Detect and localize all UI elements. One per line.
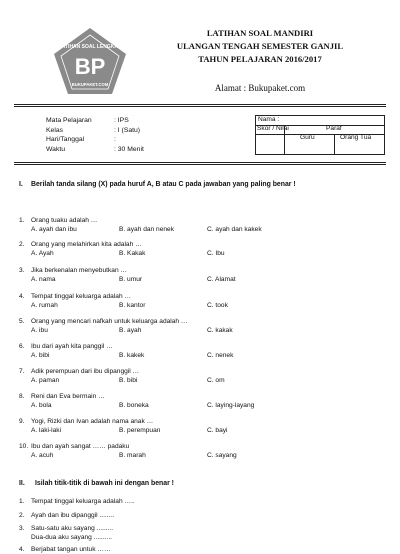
question-number: 1. (19, 217, 25, 224)
question (19, 240, 295, 258)
header-rule-thin (14, 106, 386, 107)
item-text: Satu-satu aku sayang ......... (31, 525, 114, 532)
fill-item (19, 511, 114, 520)
question (19, 317, 295, 335)
question-text: Yogi, Rizki dan Ivan adalah nama anak … (31, 418, 154, 425)
document-header (150, 27, 370, 66)
option-a: A. paman (31, 377, 60, 384)
fill-item (19, 524, 113, 542)
item-number: 2. (19, 512, 25, 519)
option-b: B. ayah (119, 327, 142, 334)
item-text: Tempat tinggal keluarga adalah ….. (31, 498, 135, 505)
section-1-heading (19, 180, 379, 189)
section-rule-thin (14, 164, 386, 165)
option-a: A. ayah dan ibu (31, 226, 77, 233)
question-number: 7. (19, 368, 25, 375)
question-text: Ibu dan ayah sangat …… padaku (31, 443, 130, 450)
item-text: Ayah dan ibu dipanggil ........ (31, 512, 115, 519)
question-number: 5. (19, 318, 25, 325)
question-number: 2. (19, 241, 25, 248)
question-number: 8. (19, 393, 25, 400)
header-rule (14, 104, 386, 105)
question-number: 10. (19, 443, 29, 450)
question-text: Jika berkenalan menyebutkan … (31, 267, 128, 274)
guru-label: Guru (300, 134, 315, 141)
question-text: Tempat tinggal keluarga adalah … (31, 293, 132, 300)
option-a: A. Ayah (31, 250, 54, 257)
info-key: Mata Pelajaran (46, 117, 92, 124)
option-c: C. Ibu (207, 250, 225, 257)
question (19, 216, 295, 234)
info-key: Waktu (46, 145, 66, 153)
question-text: Reni dan Eva bermain … (31, 393, 105, 400)
section-number: II. (19, 480, 25, 487)
section-title: Isilah titik-titik di bawah ini dengan benar ! (35, 480, 174, 487)
item-number: 1. (19, 498, 25, 505)
student-info (46, 116, 204, 154)
svg-text:BP: BP (74, 54, 106, 79)
option-c: C. laying-layang (207, 402, 255, 409)
info-key: Hari/Tanggal (46, 136, 85, 143)
question (19, 392, 295, 410)
score-label: Skor / Nilai (257, 125, 289, 132)
option-c: C. took (207, 302, 228, 309)
option-a: A. laki-laki (31, 427, 62, 434)
item-number: 3. (19, 525, 25, 532)
item-text-line2: Dua-dua aku sayang .......... (31, 534, 113, 541)
item-number: 4. (19, 546, 25, 553)
question-text: Orang yang melahirkan kita adalah … (31, 241, 142, 248)
option-b: B. perempuan (119, 427, 161, 434)
question-number: 9. (19, 418, 25, 425)
question (19, 342, 295, 360)
header-year: TAHUN PELAJARAN 2016/2017 (198, 54, 322, 64)
header-exam: ULANGAN TENGAH SEMESTER GANJIL (176, 41, 344, 51)
info-value: : 30 Menit (114, 145, 144, 153)
svg-text:LATIHAN SOAL LENGKAP: LATIHAN SOAL LENGKAP (58, 44, 122, 50)
section-2-heading (19, 479, 174, 488)
question-number: 4. (19, 293, 25, 300)
option-a: A. rumah (31, 302, 58, 309)
option-a: A. ibu (31, 327, 48, 334)
option-a: A. bola (31, 402, 52, 409)
section-rule (14, 162, 386, 163)
option-b: B. marah (119, 452, 146, 459)
header-address: Alamat : Bukupaket.com (214, 83, 306, 93)
option-c: C. om (207, 377, 225, 384)
option-b: B. ayah dan nenek (119, 226, 174, 233)
option-b: B. kakek (119, 352, 145, 359)
question-number: 3. (19, 267, 25, 274)
question-text: Orang yang mencari nafkah untuk keluarga adalah … (31, 318, 188, 325)
option-c: C. kakak (207, 327, 233, 334)
info-value: : IPS (114, 117, 129, 124)
option-c: C. sayang (207, 452, 237, 459)
name-label: Nama : (258, 116, 280, 123)
info-value: : I (Satu) (114, 126, 141, 134)
question (19, 367, 295, 385)
option-c: C. Alamat (207, 276, 236, 283)
bukupaket-logo (52, 26, 128, 96)
score-box (255, 115, 385, 155)
info-key: Kelas (46, 126, 64, 134)
section-number: I. (19, 181, 23, 188)
option-a: A. bibi (31, 352, 50, 359)
option-b: B. bibi (119, 377, 138, 384)
question-number: 6. (19, 343, 25, 350)
item-text: Berjabat tangan untuk …… (31, 546, 111, 553)
fill-item (19, 497, 135, 506)
paraf-label: Paraf (326, 125, 342, 132)
question-text: Ibu dari ayah kita panggil … (31, 343, 113, 350)
option-b: B. boneka (119, 402, 149, 409)
info-value: : (114, 136, 116, 143)
option-a: A. nama (31, 276, 56, 283)
question (19, 292, 295, 310)
orang-tua-label: Orang Tua (340, 134, 372, 141)
option-c: C. bayi (207, 427, 228, 434)
header-title: LATIHAN SOAL MANDIRI (206, 28, 314, 38)
option-b: B. umur (119, 276, 143, 283)
svg-text:BUKUPAKET.COM: BUKUPAKET.COM (71, 82, 109, 87)
question (19, 417, 295, 435)
question-text: Orang tuaku adalah … (31, 217, 98, 224)
option-c: C. nenek (207, 352, 234, 359)
option-a: A. acuh (31, 452, 54, 459)
question (19, 266, 295, 284)
question (19, 442, 295, 460)
option-b: B. kantor (119, 302, 146, 309)
question-text: Adik perempuan dari ibu dipanggil … (31, 368, 140, 375)
option-b: B. Kakak (119, 250, 146, 257)
option-c: C. ayah dan kakek (207, 226, 262, 233)
section-title: Berilah tanda silang (X) pada huruf A, B atau C pada jawaban yang paling benar ! (31, 181, 296, 188)
